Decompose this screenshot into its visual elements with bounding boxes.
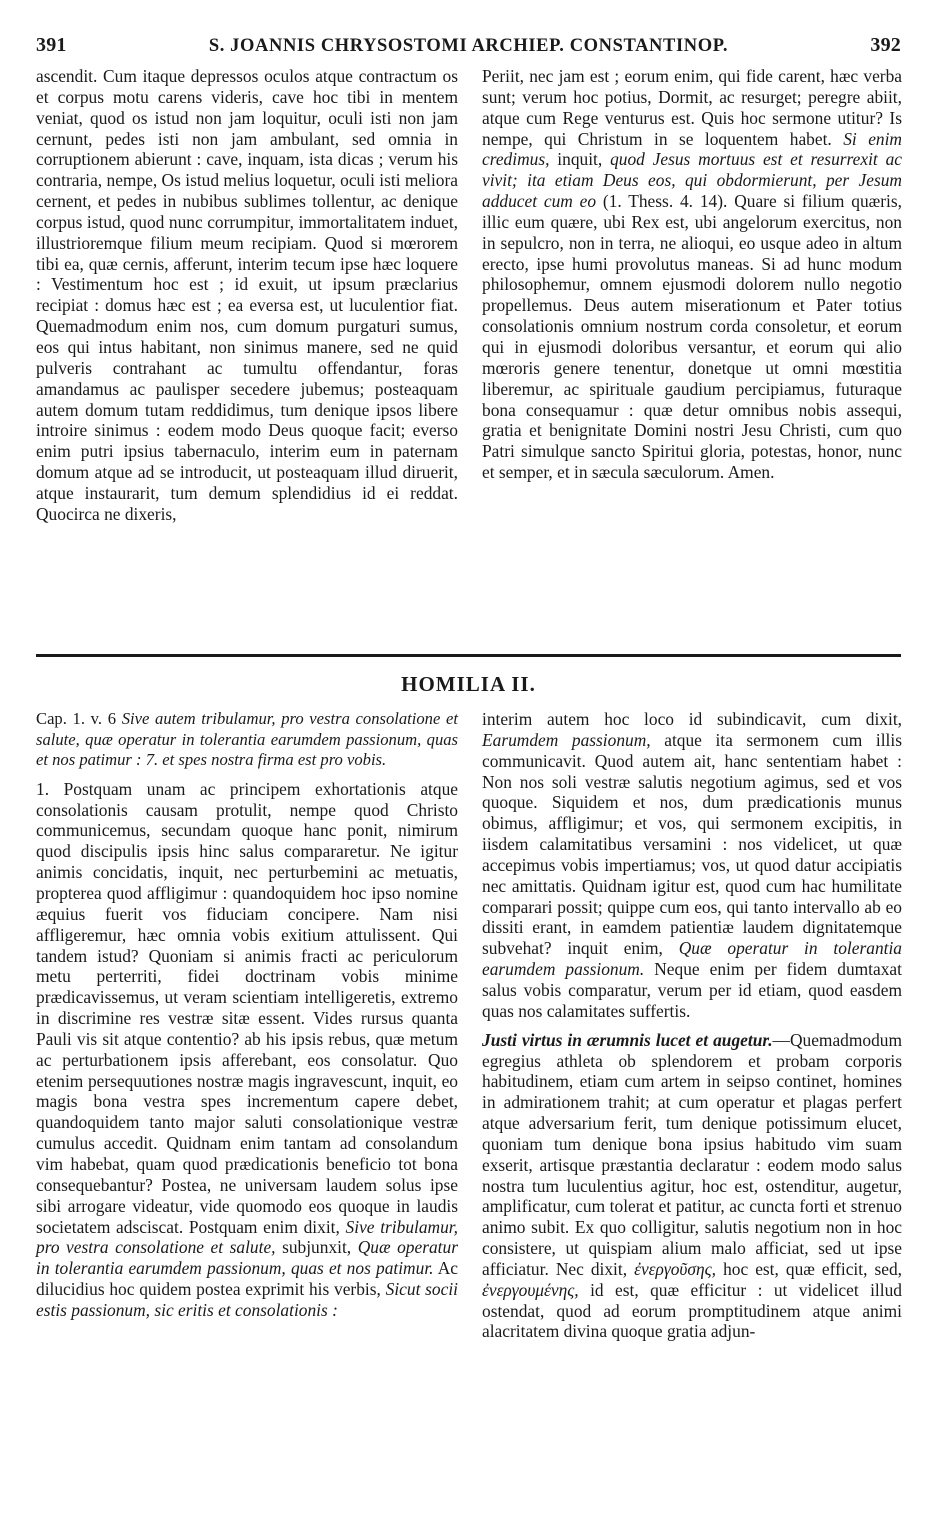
greek-word: ἐνεργουμένης, — [482, 1279, 579, 1300]
scripture-quote: Si enim credimus, — [482, 128, 902, 170]
scripture-quote: Sive tribulamur, pro vestra consolatione et salute, — [36, 1216, 458, 1258]
text-run: 1. Postquam unam ac principem exhortationis atque consolationis causam protulit, nempe quod Christo communicemus, secundam quoque hanc ponit, nimirum quod discipulis ipsis hinc salus compararetur. Ne igitur animis concidatis, inquit, nec perturbemini ac metuatis, propterea quod affligimur : quandoquidem hoc ipso nomine æquius fuerit vos fiduciam concipere. Nam nisi affligeremur, hæc omnia vobis exitium attulissent. Qui tandem istud? Quoniam si animis fracti ac periculorum metu perterriti, fidei doctrinam vobis minime prædicavissemus, ut veram scientiam intelligeretis, extremo in discrimine res vestræ sitæ essent. Vides rursus quanta Pauli vis sit atque contentio? ab his ipsis rebus, quæ metum ac perturbationem ipsis afferebant, eos consolatur. Quo etenim persequutiones nostræ magis ingravescunt, inquit, eo magis bona vestra spes incrementum capere debet, quandoquidem tanto major saluti consolationique vestræ cumulus accedit. Quidnam enim tantam ad consolandum vim habebat, quam quod prædicationis beneficio tot bona consequebantur? Postea, ne universam laudem solus ipse sibi arrogare videatur, vide quomodo eos quoque in laudis societatem adsciscat. Postquam enim dixit, — [36, 778, 458, 1237]
scripture-quote: Earumdem passionum, — [482, 729, 651, 750]
greek-word: ἐνεργοῦσης, — [634, 1258, 717, 1279]
section-divider — [36, 654, 901, 657]
scripture-quote: Quæ operatur in tolerantia earumdem passionum. — [482, 938, 902, 980]
text-run: inquit, — [557, 149, 603, 170]
homily-heading: HOMILIA II. — [401, 672, 536, 696]
chapter-verse-ref: Cap. 1. v. 6 — [36, 709, 117, 728]
text-run: interim autem hoc loco id subindicavit, cum dixit, — [482, 709, 902, 729]
text-run: Quare si filium quæris, illic eum quære, ubi Rex est, ubi angelorum exercitus, non in sepulcro, non in terra, ne alioqui, eo usque adeo in altum erecto, ipse humi provolutus maneas. Si ad hunc modum philosophemur, omnem ejusmodi dolorem nullo negotio propellemus. Deus autem miserationum et Pater totius consolationis omnium nostrum corda consoletur, et eorum qui in ejusmodi doloribus versantur, et eorum qui alio mœroris genere tenentur, donetque ut omni mœstitia liberemur, ac spirituale gaudium percipiamus, futuraque bona consequamur : quæ detur omnibus nobis assequi, gratia et benignitate Domini nostri Jesu Christi, cum quo Patri simulque sancto Spiritui gloria, potestas, honor, nunc et semper, et in sæcula sæculorum. Amen. — [482, 191, 902, 483]
spacer — [482, 1022, 902, 1030]
column-top-left — [36, 66, 458, 525]
column-bottom-right — [482, 709, 902, 1342]
scripture-quote: quod Jesus mortuus est et resurrexit ac vivit; ita etiam Deus eos, qui obdormierunt, per Jesum adducet cum eo — [482, 149, 902, 212]
page-number-right: 392 — [870, 34, 901, 56]
text-run: subjunxit, — [282, 1237, 352, 1258]
text-run: atque ita sermonem cum illis communicavit. Quod autem ait, hanc sententiam habet : Non nos soli vestræ salutis negotium agimus, sed et vos quoque. Siquidem et nos, dum prædicationis munus obimus, affligimur; et vos, qui sermonem excipitis, in iisdem calamitatibus versamini : nos videlicet, ut quæ accepimus vobis impertiamus; vos, ut quod datur accipiatis nec amittatis. Quidnam igitur est, quod cum hac humilitate comparari possit; quippe cum eos, qui tanto intervallo ab eo dissiti erant, in eamdem patientiæ laudem dignitatemque subvehat? inquit enim, — [482, 729, 902, 959]
scripture-citation: (1. Thess. 4. 14). — [602, 191, 728, 212]
scripture-lemma — [36, 709, 458, 771]
spacer — [36, 771, 458, 779]
paragraph — [482, 709, 902, 1022]
column-top-right — [482, 66, 902, 483]
scripture-quote: Quæ operatur in tolerantia earumdem passionum, quas et nos patimur. — [36, 1237, 458, 1279]
column-bottom-left — [36, 709, 458, 1321]
running-title: S. JOANNIS CHRYSOSTOMI ARCHIEP. CONSTANTINOP. — [208, 36, 729, 56]
text-run: hoc est, quæ efficit, sed, — [723, 1258, 902, 1279]
paragraph — [482, 1030, 902, 1343]
lemma-text: Sive autem tribulamur, pro vestra consolatione et salute, quæ operatur in tolerantia earumdem passionum, quas et nos patimur : 7. et spes nostra firma est pro vobis. — [36, 709, 459, 770]
text-run: Ac dilucidius hoc quidem postea exprimit his verbis, — [36, 1258, 459, 1300]
page-number-left: 391 — [36, 34, 67, 56]
text-run: —Quemadmodum egregius athleta ob splendorem et probam corporis habitudinem, etiam cum artem in seipso continet, homines in admirationem trahit; at cum operatur et plagas perfert atque adversarium ferit, tum denique potissimum elucet, quoniam tum denique bona ipsius habitudo vim suam exserit, artisque præstantia declaratur : eodem modo salus nostra tum luculentius agitur, hoc est, ostenditur, augetur, amplificatur, cum tolerat et patitur, ac cuncta forti et strenuo animo subit. Ex quo colligitur, salutis negotium non in hoc consistere, ut quispiam alium malo afficiat, sed ut ipse afficiatur. Nec dixit, — [482, 1029, 902, 1279]
text-run: Neque enim per fidem dumtaxat salus vobis comparatur, verum per id etiam, quod easdem quas nos calamitates suffertis. — [482, 959, 902, 1021]
paragraph — [36, 779, 458, 1321]
text-run: Periit, nec jam est ; eorum enim, qui fide carent, hæc verba sunt; verum hoc potius, Dormit, ac resurget; peregre abiit, atque cum Rege venturus est. Quis hoc sermone utitur? Is nempe, qui Christum in se loquentem habet. — [482, 66, 902, 149]
paragraph: ascendit. Cum itaque depressos oculos atque contractum os et corpus motu carens videris, cave hoc tibi in mentem veniat, quod os istud non jam loquitur, oculi isti non jam cernunt, pedes isti non jam ambulant, sed omnia in corruptionem abierunt : cave, inquam, ista dicas ; verum his contraria, nempe, Os istud melius loquetur, oculi isti meliora cernent, et pedes in nubibus sublimes tollentur, ac denique corpus istud, quod nunc corrumpitur, immortalitatem induet, illustrioremque filium meum recipiam. Quod si mœrorem tibi ea, quæ cernis, afferunt, interim tecum ipse hæc loquere : Vestimentum hoc est ; id exuit, ut ipsum præclarius recipiat : domus hæc est ; ea eversa est, ut luculentior fiat. Quemadmodum enim nos, cum domum purgaturi sumus, eos qui intus habitant, non sinimus manere, sed ne quid pulveris contrahant ac tumultu offendantur, foras amandamus ac paulisper secedere jubemus; posteaquam autem domum tutam reddidimus, tum denique ipsos libere introire sinimus : eodem modo Deus quoque facit; everso enim putri ipsius tabernaculo, interim eum in paternam domum atque ad se introducit, ut posteaquam illud diruerit, atque instaurarit, tum demum splendidius id ei reddat. Quocirca ne dixeris, — [36, 66, 458, 524]
running-header — [36, 34, 901, 64]
scripture-quote: Sicut socii estis passionum, sic eritis et consolationis : — [36, 1279, 458, 1320]
paragraph — [482, 66, 902, 483]
marginal-subheading: Justi virtus in ærumnis lucet et augetur. — [482, 1029, 773, 1050]
text-run: id est, quæ efficitur : ut videlicet illud ostendat, quod ad eorum promptitudinem atque animi alacritatem divina quoque gratia adjun- — [482, 1279, 902, 1342]
